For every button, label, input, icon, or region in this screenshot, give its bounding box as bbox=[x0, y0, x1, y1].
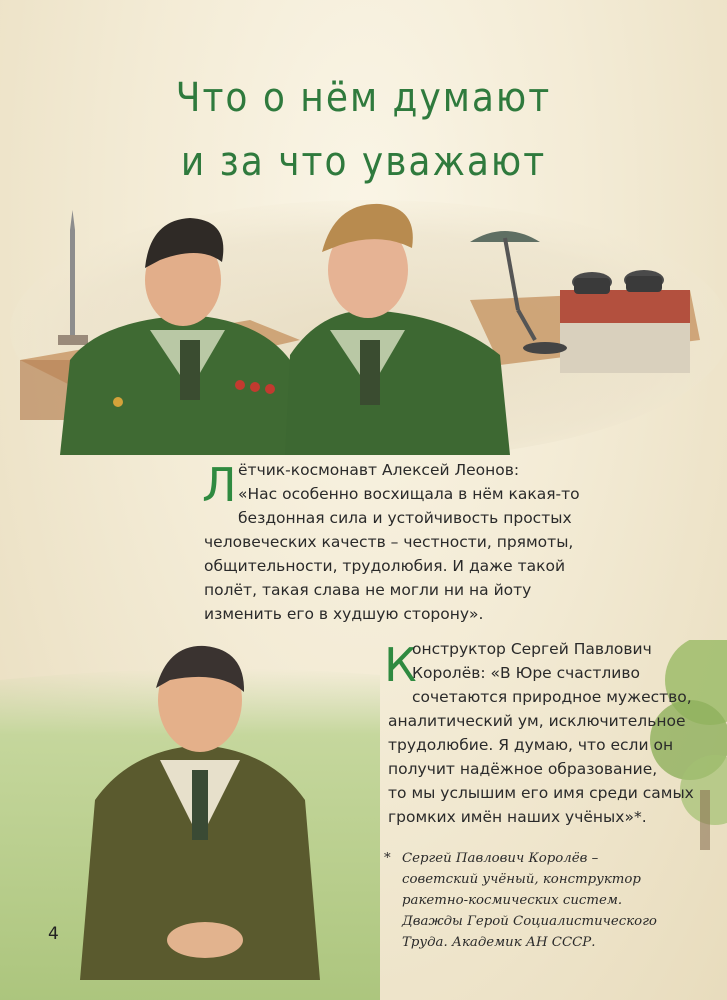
leonov-quote-line: полёт, такая слава не могли ни на йоту bbox=[204, 581, 532, 599]
footnote-marker: * bbox=[384, 851, 391, 866]
korolev-quote-line: получит надёжное образование, bbox=[388, 760, 658, 778]
korolev-quote-line: трудолюбие. Я думаю, что если он bbox=[388, 736, 674, 754]
korolev-quote-line: онструктор Сергей Павлович bbox=[412, 640, 652, 658]
leonov-quote-line: человеческих качеств – честности, прямоты, bbox=[204, 533, 574, 551]
footnote-line: Труда. Академик АН СССР. bbox=[402, 935, 596, 950]
page-title-line2: и за что уважают bbox=[180, 139, 547, 185]
leonov-quote-line: изменить его в худшую сторону». bbox=[204, 605, 484, 623]
korolev-quote-line: то мы услышим его имя среди самых bbox=[388, 784, 694, 802]
footnote-line: Сергей Павлович Королёв – bbox=[402, 851, 599, 866]
leonov-quote-line: ётчик-космонавт Алексей Леонов: bbox=[238, 461, 520, 479]
korolev-quote-line: аналитический ум, исключительное bbox=[388, 712, 686, 730]
cosmonauts-illustration bbox=[0, 190, 727, 455]
leonov-quote-line: общительности, трудолюбия. И даже такой bbox=[204, 557, 566, 575]
korolev-quote-line: Королёв: «В Юре счастливо bbox=[412, 664, 640, 682]
dropcap-l: Л bbox=[202, 458, 237, 512]
korolev-quote-line: громких имён наших учёных»*. bbox=[388, 808, 647, 826]
dropcap-k: К bbox=[384, 638, 417, 692]
page-number: 4 bbox=[48, 924, 59, 944]
footnote-line: ракетно-космических систем. bbox=[402, 893, 623, 908]
leonov-quote-line: «Нас особенно восхищала в нём какая-то bbox=[238, 485, 580, 503]
footnote-line: советский учёный, конструктор bbox=[402, 872, 641, 887]
page-title-line1: Что о нём думают bbox=[175, 75, 552, 121]
leonov-quote-line: бездонная сила и устойчивость простых bbox=[238, 509, 572, 527]
footnote-line: Дважды Герой Социалистического bbox=[402, 914, 657, 929]
korolev-quote-line: сочетаются природное мужество, bbox=[412, 688, 692, 706]
